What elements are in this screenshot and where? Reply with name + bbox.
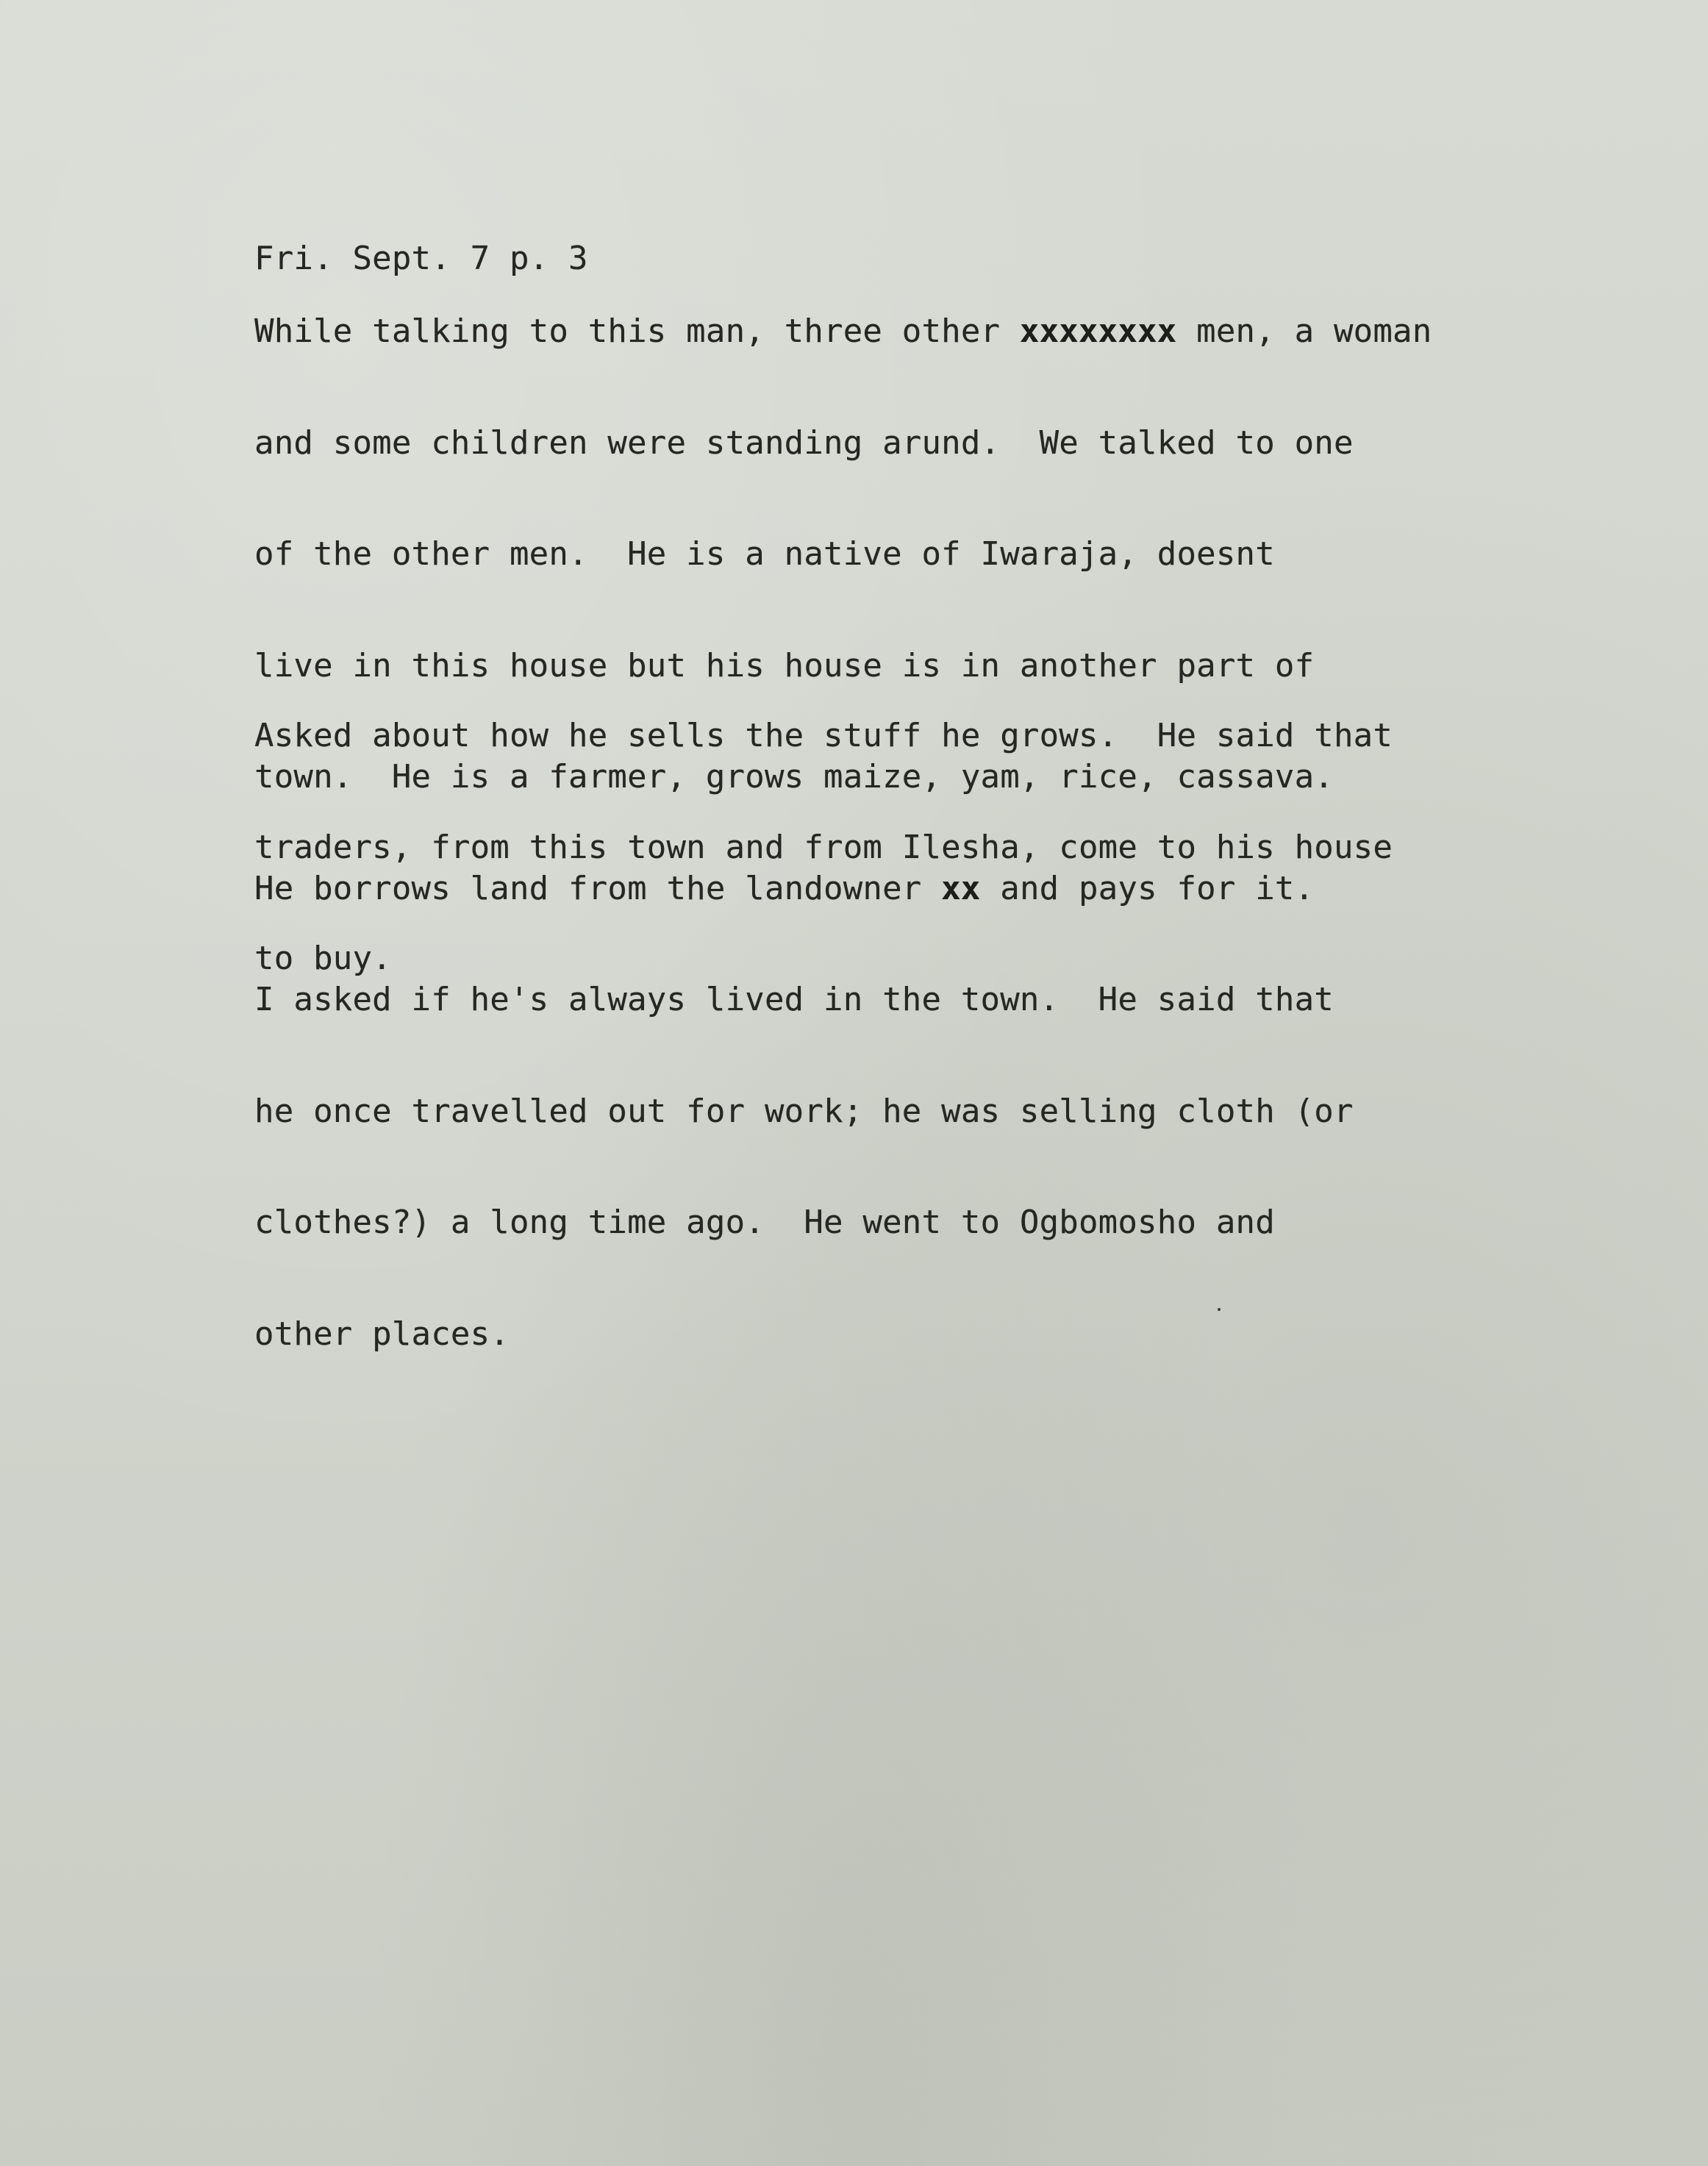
struck-out-word: xxxxxxxx — [1019, 312, 1177, 350]
paper-speck — [1218, 1308, 1221, 1311]
paragraph-2 — [254, 643, 1393, 1052]
paragraph-1-line-10: other places. — [254, 1315, 510, 1353]
paragraph-1-line-4: live in this house but his house is in another part of — [254, 646, 1315, 685]
paragraph-1-line-3: of the other men. He is a native of Iwaraja, doesnt — [254, 535, 1275, 573]
header-text: Fri. Sept. 7 p. 3 — [254, 240, 588, 277]
paragraph-2-line-2: traders, from this town and from Ilesha, come to his house — [254, 828, 1393, 866]
text-segment: While talking to this man, three other — [254, 312, 1020, 350]
text-segment: and pays for it. — [980, 869, 1315, 907]
paragraph-1-line-8: he once travelled out for work; he was selling cloth (or — [254, 1092, 1354, 1130]
text-segment: He borrows land from the landowner — [254, 869, 942, 907]
paragraph-1-line-7: I asked if he's always lived in the town. He said that — [254, 981, 1334, 1018]
paragraph-1-line-5: town. He is a farmer, grows maize, yam, rice, cassava. — [254, 758, 1334, 796]
paragraph-1-line-2: and some children were standing arund. We talked to one — [254, 423, 1354, 462]
text-segment: men, a woman — [1176, 312, 1432, 350]
paragraph-1-line-9: clothes?) a long time ago. He went to Ogbomosho and — [254, 1204, 1275, 1241]
paragraph-2-line-1: Asked about how he sells the stuff he grows. He said that — [254, 717, 1393, 754]
struck-out-word: xx — [941, 869, 981, 907]
paragraph-1-line-1 — [254, 313, 1432, 351]
paragraph-2-line-3: to buy. — [254, 940, 392, 977]
